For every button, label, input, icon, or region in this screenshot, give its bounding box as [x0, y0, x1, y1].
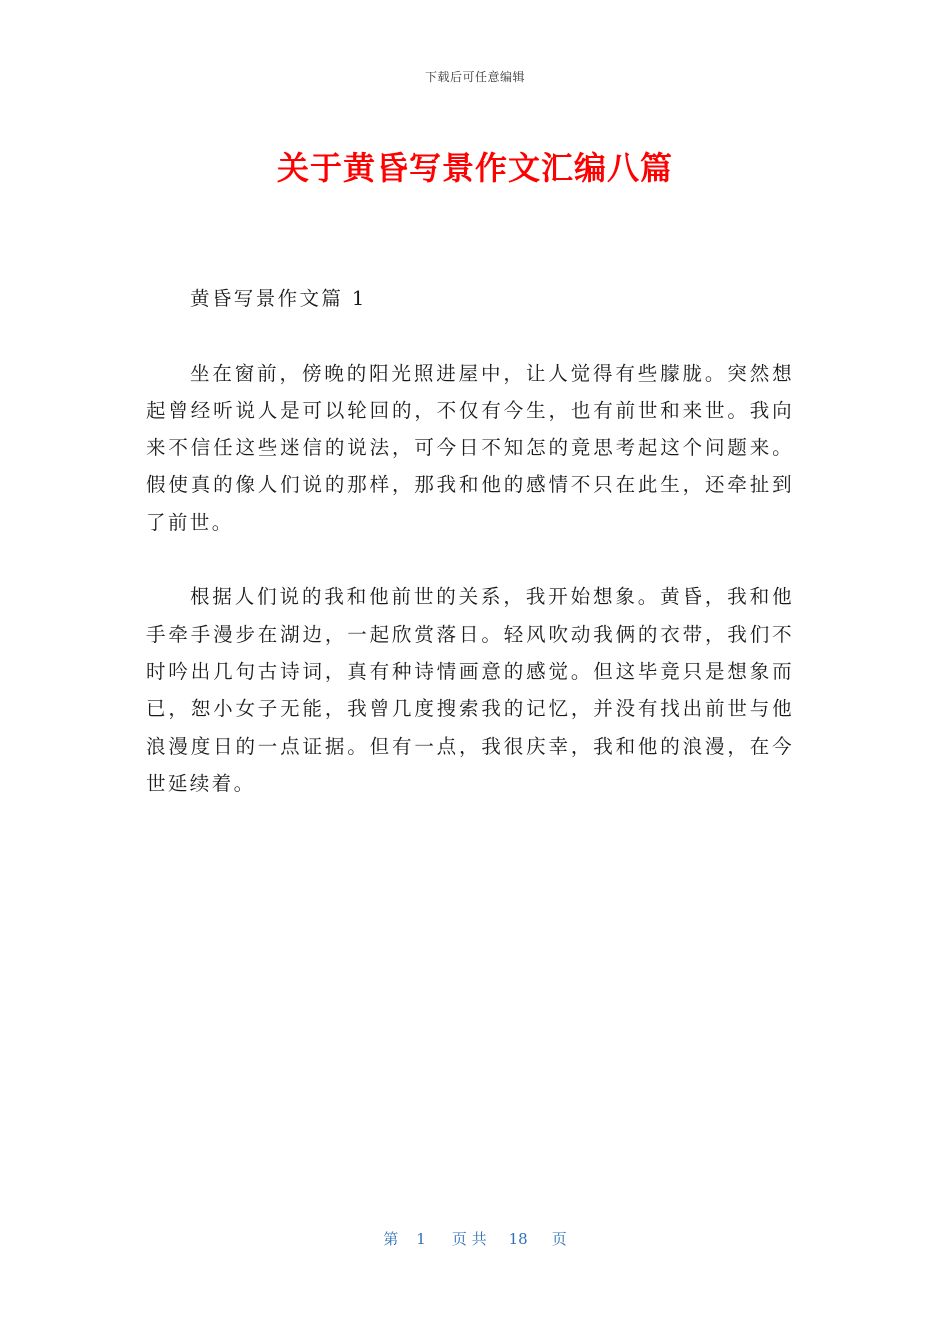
footer-total-pages: 18 — [508, 1230, 528, 1248]
section-heading: 黄昏写景作文篇 1 — [190, 287, 367, 310]
paragraph-1: 坐在窗前，傍晚的阳光照进屋中，让人觉得有些朦胧。突然想起曾经听说人是可以轮回的，不仅有今生，也有前世和来世。我向来不信任这些迷信的说法，可今日不知怎的竟思考起这个问题来。假使真的像人们说的那样，那我和他的感情不只在此生，还牵扯到了前世。 — [146, 361, 794, 534]
footer-prefix: 第 — [383, 1230, 399, 1248]
footer-current-page: 1 — [416, 1230, 426, 1248]
paragraph-2: 根据人们说的我和他前世的关系，我开始想象。黄昏，我和他手牵手漫步在湖边，一起欣赏落日。轻风吹动我俩的衣带，我们不时吟出几句古诗词，真有种诗情画意的感觉。但这毕竟只是想象而已，恕小女子无能，我曾几度搜索我的记忆，并没有找出前世与他浪漫度日的一点证据。但有一点，我很庆幸，我和他的浪漫，在今世延续着。 — [146, 585, 794, 795]
footer-suffix: 页 — [551, 1230, 567, 1248]
footer-middle: 页 共 — [451, 1230, 487, 1248]
page-footer — [0, 1228, 950, 1249]
document-title: 关于黄昏写景作文汇编八篇 — [276, 149, 673, 187]
document-body — [146, 280, 794, 839]
header-note: 下载后可任意编辑 — [424, 70, 525, 84]
